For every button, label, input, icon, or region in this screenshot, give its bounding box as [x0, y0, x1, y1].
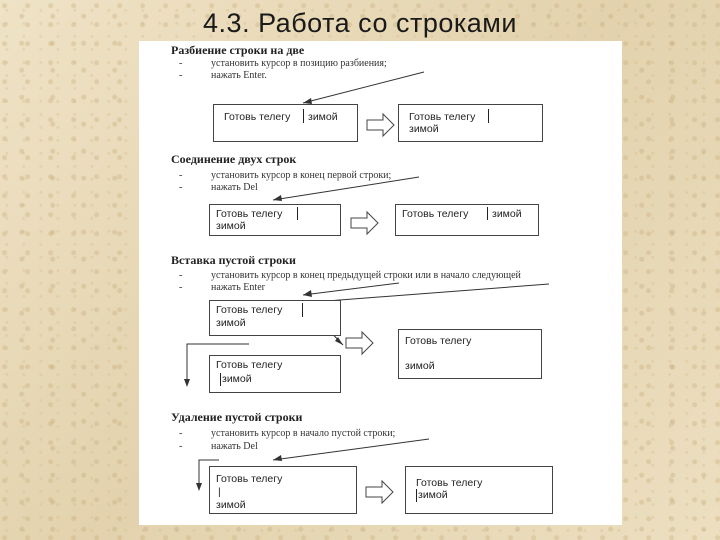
text-cursor	[220, 373, 221, 386]
bullet-item: - установить курсор в позицию разбиения;	[179, 58, 387, 69]
text-box-before: Готовь телегу | зимой	[209, 466, 357, 514]
text-box-alternate: Готовь телегу зимой	[209, 355, 341, 393]
text-box-after: Готовь телегу зимой	[398, 329, 542, 379]
text-box-after: Готовь телегу зимой	[405, 466, 553, 514]
section-heading-split: Разбиение строки на две	[171, 43, 305, 57]
transform-arrow-3	[346, 332, 373, 354]
bullet-item: - нажать Del	[179, 441, 258, 452]
section-heading-join: Соединение двух строк	[171, 152, 297, 166]
bullet-item: - нажать Del	[179, 182, 258, 193]
transform-arrow-2	[351, 212, 378, 234]
text-cursor	[488, 109, 489, 123]
text-box-before: Готовь телегу зимой	[209, 204, 341, 236]
text-box-after: Готовь телегу зимой	[395, 204, 539, 236]
bullet-item: - нажать Enter	[179, 282, 265, 293]
bullet-item: - установить курсор в начало пустой строки;	[179, 428, 396, 439]
transform-arrow-1	[367, 114, 394, 136]
text-cursor	[302, 303, 303, 317]
text-cursor	[487, 207, 488, 220]
text-box-after: Готовь телегу зимой	[398, 104, 543, 142]
section-heading-insert: Вставка пустой строки	[171, 253, 296, 267]
section-heading-delete: Удаление пустой строки	[171, 410, 303, 424]
text-box-before: Готовь телегу зимой	[213, 104, 358, 142]
text-box-before: Готовь телегу зимой	[209, 300, 341, 336]
bullet-item: - нажать Enter.	[179, 70, 267, 81]
bullet-item: - установить курсор в конец первой строки;	[179, 170, 392, 181]
text-cursor	[303, 109, 304, 123]
transform-arrow-4	[366, 481, 393, 503]
text-cursor	[416, 489, 417, 502]
document-page	[139, 41, 622, 525]
slide-title: 4.3. Работа со строками	[203, 8, 517, 38]
text-cursor	[297, 207, 298, 220]
bullet-item: - установить курсор в конец предыдущей строки или в начало следующей	[179, 270, 521, 281]
